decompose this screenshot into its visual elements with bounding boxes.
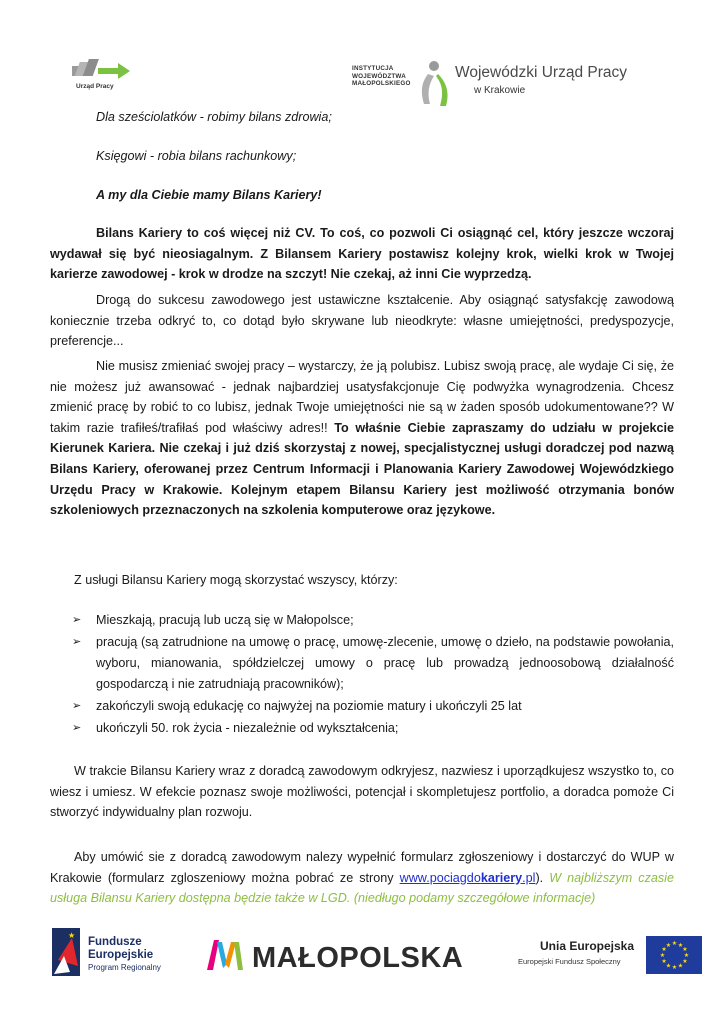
- eligibility-intro: Z usługi Bilansu Kariery mogą skorzystać wszyscy, którzy:: [74, 573, 398, 587]
- m-stroke-1: [207, 940, 219, 970]
- institution-line: WOJEWÓDZTWA: [352, 72, 406, 80]
- eu-star-icon: ★: [682, 958, 688, 966]
- pociagdokariery-link[interactable]: [400, 871, 536, 885]
- wup-figure-icon: [414, 60, 450, 108]
- eu-star-icon: ★: [671, 940, 678, 948]
- eu-star-icon: ★: [677, 962, 684, 970]
- eu-star-icon: ★: [665, 962, 672, 970]
- institution-line: MAŁOPOLSKIEGO: [352, 80, 411, 88]
- list-item-text: ukończyli 50. rok życia - niezależnie od wykształcenia;: [96, 721, 399, 736]
- paragraph-process: W trakcie Bilansu Kariery wraz z doradcą zawodowym odkryjesz, nazwiesz i uporządkujesz wszystko to, co wiesz i umiesz. W efekcie poznasz swoje możliwości, potencjał i skompletujesz portfolio, a doradca pomoże Ci stworzyć indywidualny plan rozwoju.: [50, 764, 674, 820]
- eu-star-icon: ★: [665, 941, 672, 949]
- lgd-note: W najbliższym czasie usługa Bilansu Kariery dostępna będzie także w LGD. (niedługo podamy szczegółowe informacje): [50, 870, 674, 906]
- wup-title: Wojewódzki Urząd Pracy: [455, 64, 627, 81]
- fe-line: Fundusze: [88, 936, 142, 948]
- fe-program-label: Program Regionalny: [88, 963, 161, 972]
- eu-star-icon: ★: [677, 941, 684, 949]
- fe-line: Europejskie: [88, 949, 154, 961]
- eu-title: Unia Europejska: [540, 939, 635, 953]
- m-stroke-3: [225, 942, 236, 968]
- fundusze-europejskie-title: [88, 936, 153, 962]
- eu-star-icon: ★: [659, 952, 666, 960]
- institution-label: [352, 65, 411, 88]
- list-item-text: zakończyli swoją edukację co najwyżej na poziomie matury i ukończyli 25 lat: [96, 699, 522, 714]
- paragraph-contact: [50, 847, 674, 909]
- eu-fund-label: Europejski Fundusz Społeczny: [518, 957, 621, 966]
- eu-star-icon: ★: [671, 964, 678, 972]
- arrow-bullet-icon: ➢: [72, 722, 82, 735]
- intro-line-3: A my dla Ciebie mamy Bilans Kariery!: [96, 188, 322, 202]
- eu-flag-icon: [646, 936, 702, 974]
- arrow-bullet-icon: ➢: [72, 636, 82, 649]
- list-item: [72, 632, 674, 694]
- malopolska-m-icon: [205, 934, 245, 974]
- eu-star-icon: ★: [683, 952, 690, 960]
- invitation-bold-text: To właśnie Ciebie zapraszamy do udziału w projekcie Kierunek Kariera. Nie czekaj i już dziś skorzystaj z nowej, specjalistycznej usługi doradczej pod nazwą Bilans Kariery, oferowanej przez Centrum Informacji i Planowania Kariery Zawodowej Wojewódzkiego Urzędu Pracy w Krakowie. Kolejnym etapem Bilansu Kariery jest możliwość otrzymania bonów szkoleniowych przeznaczonych na szkolenia komputerowe oraz językowe.: [50, 420, 674, 518]
- institution-line: INSTYTUCJA: [352, 65, 394, 72]
- list-item: [72, 610, 674, 631]
- intro-line-2: Księgowi - robia bilans rachunkowy;: [96, 149, 297, 163]
- link-text-bold: kariery: [480, 870, 523, 885]
- list-item: [72, 696, 674, 717]
- invitation-text: Nie musisz zmieniać swojej pracy – wystarczy, że ją polubisz. Lubisz swoją pracę, ale wydaje Ci się, że nie możesz już awansować - jednak najbardziej usatysfakcjonuje Cię podwyżka wynagrodzenia. Chcesz zmienić pracę by robić to co lubisz, jednak Twoje umiejętności nie są w żaden sposób udokumentowane?? W takim razie trafiłeś/trafiłaś pod właściwy adres!!: [50, 359, 674, 435]
- fe-star-icon: ★: [68, 931, 76, 940]
- eu-star-icon: ★: [682, 946, 688, 954]
- urzad-pracy-logo: [72, 56, 132, 92]
- malopolska-wordmark: MAŁOPOLSKA: [252, 942, 464, 974]
- arrow-bullet-icon: ➢: [72, 614, 82, 626]
- urzad-pracy-arrow-icon: [72, 56, 132, 84]
- paragraph-invitation: [50, 356, 674, 521]
- m-stroke-4: [234, 942, 243, 970]
- link-text-end: .pl: [522, 870, 536, 885]
- contact-text-after: ).: [535, 870, 550, 885]
- list-item-text: Mieszkają, pracują lub uczą się w Małopolsce;: [96, 613, 354, 627]
- eu-star-icon: ★: [661, 946, 667, 954]
- paragraph-bilans-intro: Bilans Kariery to coś więcej niż CV. To coś, co pozwoli Ci osiągnąć cel, który jeszcze wczoraj wydawał się być nieosiagalnym. Z Bilansem Kariery postawisz kolejny krok, wielki krok w Twojej karierze zawodowej - krok w drodze na szczyt! Nie czekaj, aż inni Cie wyprzedzą.: [50, 226, 674, 282]
- link-text-start: www.pociagdo: [399, 870, 481, 885]
- urzad-pracy-caption: Urząd Pracy: [76, 83, 114, 90]
- intro-line-1: Dla sześciolatków - robimy bilans zdrowia;: [96, 110, 332, 124]
- contact-text: Aby umówić sie z doradcą zawodowym nalezy wypełnić formularz zgłoszeniowy i dostarczyć do WUP w Krakowie (formularz zgloszeniowy można pobrać ze strony: [50, 850, 674, 885]
- eu-star-icon: ★: [661, 958, 667, 966]
- list-item-text: pracują (są zatrudnione na umowę o pracę, umowę-zlecenie, umowę o dzieło, na podstawie powołania, wyboru, mianowania, spółdzielczej umowy o pracę lub prowadzą jednoosobową działalność gospodarczą i nie zatrudniają pracowników);: [96, 635, 674, 691]
- wup-subtitle: w Krakowie: [474, 85, 526, 96]
- arrow-bullet-icon: ➢: [72, 700, 82, 713]
- list-item: [72, 718, 674, 739]
- paragraph-education: Drogą do sukcesu zawodowego jest ustawiczne kształcenie. Aby osiągnąć satysfakcję zawodową koniecznie trzeba odkryć to, co dotąd było skrywane lub nieodkryte: własne umiejętności, predyspozycje, preferencje...: [50, 293, 674, 349]
- eligibility-list: [72, 610, 674, 741]
